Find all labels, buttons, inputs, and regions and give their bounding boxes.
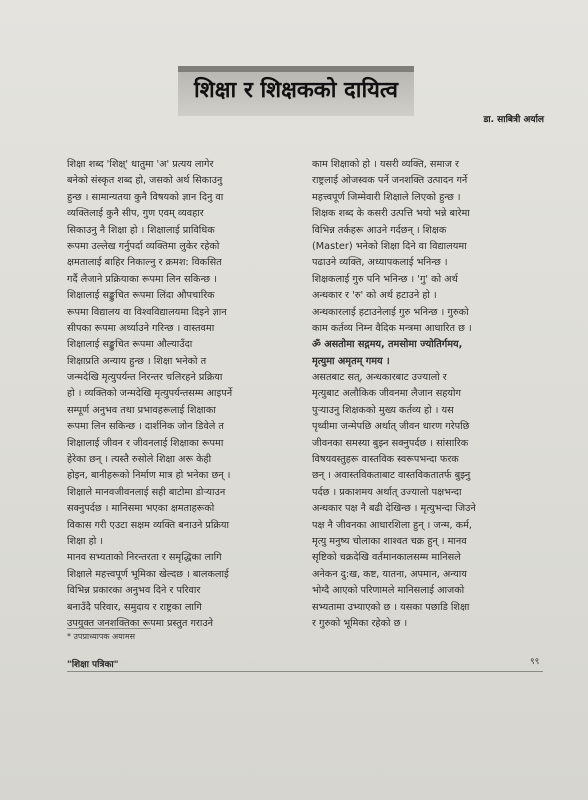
text-line: र गुरुको भूमिका रहेको छ । (312, 617, 408, 629)
text-line: विकास गरी एउटा सक्षम व्यक्ति बनाउने प्रक्रिया (67, 519, 229, 531)
text-line: क्षमतालाई बाहिर निकाल्नु र क्रमश: विकसित (67, 257, 222, 269)
text-line: विभिन्न तर्कहरू आउने गर्दछन् । शिक्षक (312, 224, 447, 236)
text-line: शिक्षकलाई गुरु पनि भनिन्छ । 'गु' को अर्थ (312, 273, 458, 285)
text-line: होइन, बानीहरूको निर्माण मात्र हो भनेका छन् । (67, 470, 231, 482)
text-line: विषयवस्तुहरू वास्तविक स्वरूपभन्दा फरक (312, 454, 459, 466)
text-line: सिकाउनु नै शिक्षा हो । शिक्षालाई प्राविधिक (67, 224, 215, 236)
text-line: छन् । अवास्तविकताबाट वास्तविकतातर्फ बुझ्नु (312, 470, 471, 482)
text-line: मानव सभ्यताको निरन्तरता र समृद्धिका लागि (67, 552, 222, 564)
page-number: ९९ (530, 657, 540, 667)
text-line: हुन्छ । सामान्यतया कुनै विषयको ज्ञान दिनु वा (67, 191, 224, 203)
left-column (67, 157, 293, 632)
text-line: पक्ष नै जीवनका आधारशिला हुन् । जन्म, कर्म, (312, 519, 472, 531)
text-line: पृथ्वीमा जन्मेपछि अर्थात् जीवन धारण गरेपछि (312, 421, 470, 433)
text-line: भोग्दै आएको परिणामले मानिसलाई आजको (312, 585, 465, 597)
text-line: शिक्षालाई सङ्कुचित रूपमा लिंदा औपचारिक (67, 290, 215, 302)
text-line: महत्त्वपूर्ण जिम्मेवारी शिक्षाले लिएको हुन्छ । (312, 191, 461, 203)
text-line: सीपका रूपमा अर्थ्याउने गरिन्छ । वास्तवमा (67, 322, 215, 334)
text-line: सृष्टिको चक्रदेखि वर्तमानकालसम्म मानिसले (312, 552, 461, 564)
author-name: डा. साबित्री अर्याल (483, 115, 544, 125)
text-line: शिक्षालाई सङ्कुचित रूपमा औल्याउँदा (67, 339, 193, 351)
text-line: व्यक्तिलाई कुनै सीप, गुण एवम् व्यवहार (67, 208, 204, 220)
text-line: शिक्षाले मानवजीवनलाई सही बाटोमा डोऱ्याउन (67, 486, 226, 498)
text-line: सम्पूर्ण अनुभव तथा प्रभावहरूलाई शिक्षाका (67, 404, 216, 416)
footnote-rule (67, 628, 151, 629)
text-line: विभिन्न प्रकारका अनुभव दिने र परिवार (67, 585, 201, 597)
text-line: अन्धकार र 'रु' को अर्थ हटाउने हो । (312, 290, 437, 302)
text-line: मृत्युबाट अलौकिक जीवनमा लैजान सहयोग (312, 388, 462, 400)
text-line: शिक्षालाई जीवन र जीवनलाई शिक्षाका रूपमा (67, 437, 224, 449)
text-line: शिक्षक शब्द के कसरी उत्पत्ति भयो भन्ने बारेमा (312, 208, 470, 220)
journal-name: "शिक्षा पत्रिका" (67, 660, 119, 670)
text-line: अन्धकारलाई हटाउनेलाई गुरु भनिन्छ । गुरुको (312, 306, 469, 318)
text-line: बनाउँदै परिवार, समुदाय र राष्ट्रका लागि (67, 601, 202, 613)
title-banner (178, 66, 414, 116)
text-line: शिक्षा शब्द 'शिक्ष्' धातुमा 'अ' प्रत्यय लागेर (67, 159, 214, 170)
text-line: हेरेका छन् । त्यस्तै रुसोले शिक्षा अरू केही (67, 454, 212, 466)
text-line: असतबाट सत्, अन्धकारबाट उज्यालो र (312, 372, 447, 384)
text-line: उपयुक्त जनशक्तिका रूपमा प्रस्तुत गराउने (67, 617, 214, 629)
text-line: ॐ असतोमा सद्गमय, तमसोमा ज्योतिर्गमय, (312, 339, 463, 351)
text-line: काम शिक्षाको हो । यसरी व्यक्ति, समाज र (312, 159, 459, 170)
text-line: (Master) भनेको शिक्षा दिने वा विद्यालयमा (312, 240, 467, 252)
text-line: अनेकन दु:ख, कष्ट, यातना, अपमान, अन्याय (312, 568, 467, 580)
text-line: रूपमा लिन सकिन्छ । दार्शनिक जोन डिवेले त (67, 421, 224, 433)
journal-rule (67, 671, 543, 672)
text-line: शिक्षाले महत्त्वपूर्ण भूमिका खेल्दछ । बालकलाई (67, 568, 229, 580)
text-line: मृत्यु मनुष्य चोलाका शाश्वत चक्र हुन् । मानव (312, 535, 467, 547)
text-line: शिक्षाप्रति अन्याय हुन्छ । शिक्षा भनेको त (67, 355, 207, 367)
text-line: काम कर्तव्य निम्न वैदिक मन्त्रमा आधारित छ । (312, 322, 472, 334)
page-title: शिक्षा र शिक्षकको दायित्व (194, 78, 398, 103)
text-line: अन्धकार पक्ष नै बढी देखिन्छ । मृत्युभन्दा जिउने (312, 503, 476, 515)
text-line: पर्दछ । प्रकाशमय अर्थात् उज्यालो पक्षभन्दा (312, 486, 462, 498)
text-line: पढाउने व्यक्ति, अध्यापकलाई भनिन्छ । (312, 257, 448, 269)
text-line: मृत्युमा अमृतम् गमय । (312, 355, 390, 367)
text-line: सक्नुपर्दछ । मानिसमा भएका क्षमताहरूको (67, 503, 215, 515)
text-line: हो । व्यक्तिको जन्मदेखि मृत्युपर्यन्तसम्म आइपर्ने (67, 388, 233, 400)
right-column (312, 157, 540, 632)
text-line: पुऱ्याउनु शिक्षकको मुख्य कर्तव्य हो । यस (312, 404, 454, 416)
text-line: सभ्यतामा उभ्याएको छ । यसका पछाडि शिक्षा (312, 601, 470, 613)
footnote: * उपप्राध्यापक अयामस (67, 632, 136, 641)
text-line: राष्ट्रलाई ओजस्वक पर्ने जनशक्ति उत्पादन गर्ने (312, 175, 468, 187)
text-line: रूपमा उल्लेख गर्नुपर्दा व्यक्तिमा लुकेर रहेको (67, 240, 220, 252)
text-line: शिक्षा हो । (67, 535, 104, 547)
text-line: गर्दै लैजाने प्रक्रियाका रूपमा लिन सकिन्छ । (67, 273, 217, 285)
text-line: रूपमा विद्यालय वा विश्वविद्यालयमा दिइने ज्ञान (67, 306, 227, 318)
text-line: बनेको संस्कृत शब्द हो, जसको अर्थ सिकाउनु (67, 175, 223, 187)
text-line: जीवनका समस्या बुझ्न सक्नुपर्दछ । सांसारिक (312, 437, 469, 449)
text-line: जन्मदेखि मृत्युपर्यन्त निरन्तर चलिरहने प्रक्रिया (67, 372, 223, 384)
